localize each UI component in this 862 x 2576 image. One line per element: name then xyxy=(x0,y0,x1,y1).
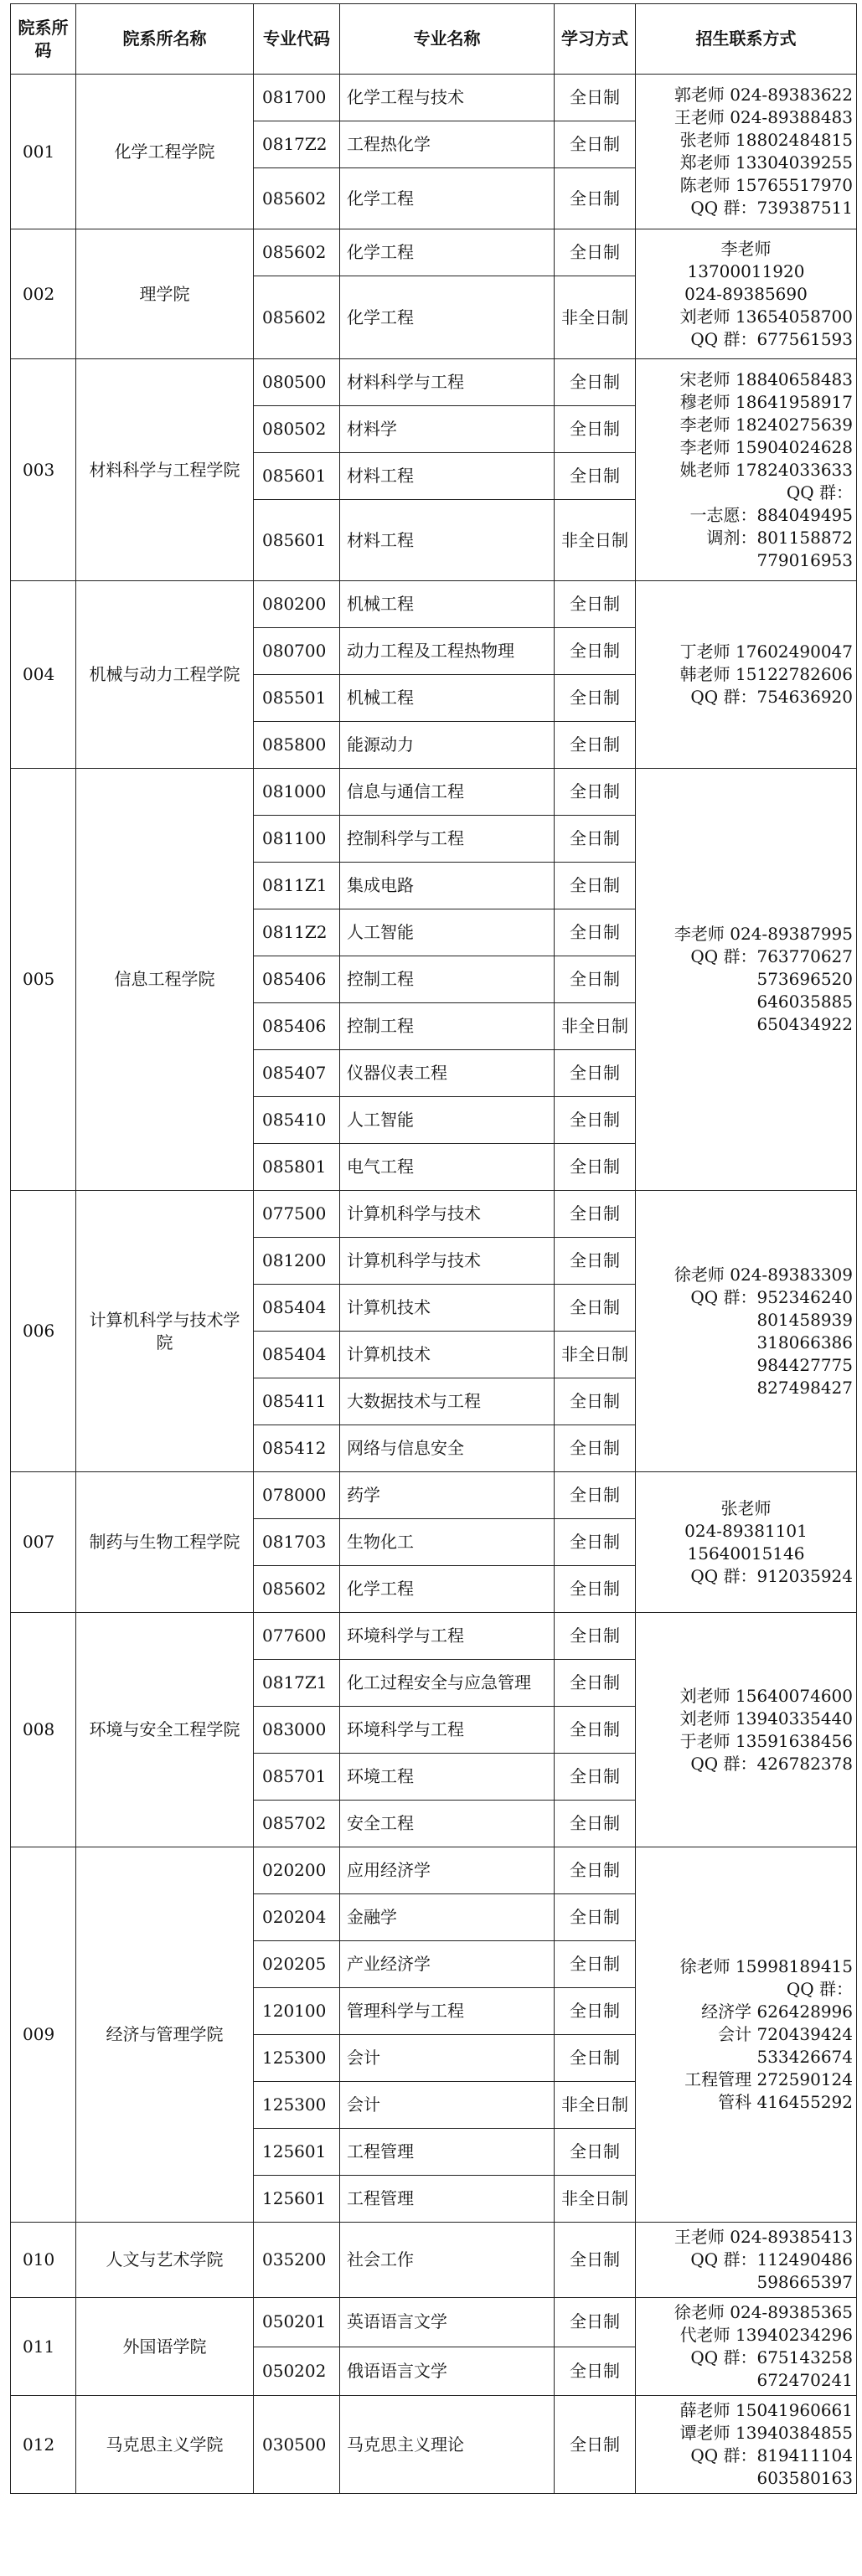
major-name: 产业经济学 xyxy=(340,1941,555,1988)
contact-line: 徐老师 15998189415 xyxy=(679,1956,853,1976)
major-name: 环境科学与工程 xyxy=(340,1613,555,1660)
major-name: 金融学 xyxy=(340,1894,555,1941)
dept-name: 机械与动力工程学院 xyxy=(76,581,254,769)
dept-name: 信息工程学院 xyxy=(76,769,254,1191)
study-mode: 全日制 xyxy=(555,1144,636,1191)
contact-line: QQ 群：952346240 xyxy=(690,1286,853,1307)
study-mode: 全日制 xyxy=(555,1707,636,1754)
contact-line: 024-89381101 xyxy=(684,1520,808,1541)
study-mode: 非全日制 xyxy=(555,276,636,359)
study-mode: 全日制 xyxy=(555,581,636,628)
contact-info xyxy=(636,581,857,769)
dept-name: 理学院 xyxy=(76,229,254,359)
major-code: 085410 xyxy=(254,1097,340,1144)
major-name: 化学工程 xyxy=(340,276,555,359)
major-name: 机械工程 xyxy=(340,675,555,722)
study-mode: 全日制 xyxy=(555,1566,636,1613)
study-mode: 全日制 xyxy=(555,1285,636,1332)
major-name: 英语语言文学 xyxy=(340,2298,555,2347)
contact-line: 984427775 xyxy=(756,1354,853,1375)
contact-line: 王老师 024-89388483 xyxy=(674,107,853,127)
contact-line: QQ 群：912035924 xyxy=(690,1565,853,1586)
contact-line: 024-89385690 xyxy=(684,283,808,304)
header-study-mode: 学习方式 xyxy=(555,4,636,75)
table-row xyxy=(11,1613,857,1660)
study-mode: 全日制 xyxy=(555,75,636,121)
dept-name: 计算机科学与技术学院 xyxy=(76,1191,254,1472)
major-name: 安全工程 xyxy=(340,1801,555,1847)
major-code: 050201 xyxy=(254,2298,340,2347)
table-row xyxy=(11,1191,857,1238)
major-code: 078000 xyxy=(254,1472,340,1519)
major-code: 085412 xyxy=(254,1425,340,1472)
major-name: 环境科学与工程 xyxy=(340,1707,555,1754)
major-code: 085602 xyxy=(254,229,340,276)
dept-code: 002 xyxy=(11,229,76,359)
contact-info xyxy=(636,769,857,1191)
major-code: 050202 xyxy=(254,2347,340,2396)
major-code: 085601 xyxy=(254,500,340,581)
contact-line: 陈老师 15765517970 xyxy=(679,175,853,195)
contact-line: 827498427 xyxy=(756,1377,853,1398)
table-row xyxy=(11,75,857,121)
major-name: 大数据技术与工程 xyxy=(340,1378,555,1425)
study-mode: 非全日制 xyxy=(555,1003,636,1050)
study-mode: 全日制 xyxy=(555,628,636,675)
major-name: 信息与通信工程 xyxy=(340,769,555,816)
study-mode: 全日制 xyxy=(555,863,636,909)
contact-line: 会计 720439424 xyxy=(718,2024,853,2044)
study-mode: 全日制 xyxy=(555,2129,636,2176)
major-name: 化学工程与技术 xyxy=(340,75,555,121)
major-code: 035200 xyxy=(254,2223,340,2298)
dept-name: 外国语学院 xyxy=(76,2298,254,2396)
major-name: 集成电路 xyxy=(340,863,555,909)
major-name: 动力工程及工程热物理 xyxy=(340,628,555,675)
major-name: 会计 xyxy=(340,2082,555,2129)
header-major-code: 专业代码 xyxy=(254,4,340,75)
contact-line: 646035885 xyxy=(756,992,853,1012)
study-mode: 全日制 xyxy=(555,2223,636,2298)
dept-name: 化学工程学院 xyxy=(76,75,254,229)
table-row xyxy=(11,2396,857,2494)
major-code: 077500 xyxy=(254,1191,340,1238)
major-code: 085501 xyxy=(254,675,340,722)
contact-line: 13700011920 xyxy=(687,260,805,281)
contact-line: 张老师 xyxy=(720,1497,772,1518)
major-code: 085406 xyxy=(254,1003,340,1050)
table-header-row xyxy=(11,4,857,75)
study-mode: 全日制 xyxy=(555,1378,636,1425)
major-name: 网络与信息安全 xyxy=(340,1425,555,1472)
major-code: 0817Z2 xyxy=(254,121,340,168)
dept-code: 009 xyxy=(11,1847,76,2223)
contact-line: 调剂：801158872 xyxy=(706,527,853,548)
major-name: 材料科学与工程 xyxy=(340,359,555,406)
major-code: 085701 xyxy=(254,1754,340,1801)
contact-line: 于老师 13591638456 xyxy=(679,1730,853,1751)
contact-line: QQ 群：426782378 xyxy=(690,1753,853,1774)
major-code: 085602 xyxy=(254,276,340,359)
dept-code: 010 xyxy=(11,2223,76,2298)
major-code: 085800 xyxy=(254,722,340,769)
contact-line: QQ 群：754636920 xyxy=(690,687,853,707)
table-row xyxy=(11,229,857,276)
contact-info xyxy=(636,1847,857,2223)
major-code: 125601 xyxy=(254,2129,340,2176)
major-code: 020200 xyxy=(254,1847,340,1894)
major-code: 080200 xyxy=(254,581,340,628)
major-name: 化学工程 xyxy=(340,229,555,276)
table-row xyxy=(11,2298,857,2347)
major-name: 电气工程 xyxy=(340,1144,555,1191)
header-contact: 招生联系方式 xyxy=(636,4,857,75)
dept-code: 006 xyxy=(11,1191,76,1472)
table-row xyxy=(11,581,857,628)
major-code: 080700 xyxy=(254,628,340,675)
study-mode: 非全日制 xyxy=(555,1332,636,1378)
contact-line: 经济学 626428996 xyxy=(701,2002,853,2022)
contact-line: 李老师 xyxy=(720,238,772,259)
study-mode: 全日制 xyxy=(555,229,636,276)
major-code: 085801 xyxy=(254,1144,340,1191)
study-mode: 全日制 xyxy=(555,816,636,863)
study-mode: 全日制 xyxy=(555,1894,636,1941)
contact-line: 穆老师 18641958917 xyxy=(679,391,853,412)
study-mode: 全日制 xyxy=(555,1801,636,1847)
contact-line: 李老师 15904024628 xyxy=(679,436,853,457)
major-name: 化学工程 xyxy=(340,1566,555,1613)
contact-line: 张老师 18802484815 xyxy=(679,130,853,150)
major-name: 环境工程 xyxy=(340,1754,555,1801)
study-mode: 全日制 xyxy=(555,1660,636,1707)
contact-line: QQ 群：739387511 xyxy=(690,198,853,218)
admissions-table-container xyxy=(10,3,857,2494)
major-code: 085404 xyxy=(254,1332,340,1378)
major-code: 077600 xyxy=(254,1613,340,1660)
study-mode: 非全日制 xyxy=(555,2176,636,2223)
contact-line: QQ 群：819411104 xyxy=(690,2445,853,2465)
study-mode: 非全日制 xyxy=(555,500,636,581)
major-code: 085601 xyxy=(254,453,340,500)
major-code: 085602 xyxy=(254,168,340,229)
contact-line: 779016953 xyxy=(756,549,853,570)
contact-line: 603580163 xyxy=(756,2468,853,2488)
contact-line: QQ 群：677561593 xyxy=(690,328,853,349)
contact-line: 代老师 13940234296 xyxy=(679,2325,853,2345)
major-code: 125300 xyxy=(254,2082,340,2129)
dept-name: 人文与艺术学院 xyxy=(76,2223,254,2298)
study-mode: 全日制 xyxy=(555,359,636,406)
study-mode: 全日制 xyxy=(555,453,636,500)
major-code: 081703 xyxy=(254,1519,340,1566)
major-code: 125601 xyxy=(254,2176,340,2223)
contact-line: QQ 群： xyxy=(786,1979,853,1999)
major-code: 085404 xyxy=(254,1285,340,1332)
study-mode: 全日制 xyxy=(555,675,636,722)
contact-line: 王老师 024-89385413 xyxy=(674,2227,853,2247)
study-mode: 全日制 xyxy=(555,2396,636,2494)
study-mode: 全日制 xyxy=(555,2347,636,2396)
major-name: 仪器仪表工程 xyxy=(340,1050,555,1097)
contact-line: 598665397 xyxy=(756,2272,853,2292)
major-code: 085407 xyxy=(254,1050,340,1097)
study-mode: 全日制 xyxy=(555,1238,636,1285)
major-name: 材料工程 xyxy=(340,500,555,581)
contact-line: 薛老师 15041960661 xyxy=(679,2400,853,2420)
contact-line: 宋老师 18840658483 xyxy=(679,368,853,389)
major-name: 社会工作 xyxy=(340,2223,555,2298)
contact-line: 刘老师 13654058700 xyxy=(679,306,853,327)
study-mode: 全日制 xyxy=(555,1941,636,1988)
dept-code: 005 xyxy=(11,769,76,1191)
table-row xyxy=(11,1472,857,1519)
study-mode: 全日制 xyxy=(555,722,636,769)
contact-line: 一志愿：884049495 xyxy=(689,504,853,525)
table-row xyxy=(11,1847,857,1894)
major-code: 030500 xyxy=(254,2396,340,2494)
study-mode: 全日制 xyxy=(555,1472,636,1519)
table-row xyxy=(11,359,857,406)
study-mode: 全日制 xyxy=(555,1988,636,2035)
contact-line: 533426674 xyxy=(756,2047,853,2067)
major-name: 人工智能 xyxy=(340,909,555,956)
major-name: 应用经济学 xyxy=(340,1847,555,1894)
study-mode: 非全日制 xyxy=(555,2082,636,2129)
study-mode: 全日制 xyxy=(555,121,636,168)
dept-name: 马克思主义学院 xyxy=(76,2396,254,2494)
major-name: 化学工程 xyxy=(340,168,555,229)
major-name: 马克思主义理论 xyxy=(340,2396,555,2494)
major-code: 081100 xyxy=(254,816,340,863)
contact-line: 573696520 xyxy=(756,969,853,989)
contact-line: 工程管理 272590124 xyxy=(684,2069,853,2089)
major-name: 化工过程安全与应急管理 xyxy=(340,1660,555,1707)
contact-line: QQ 群：112490486 xyxy=(690,2249,853,2269)
contact-line: 谭老师 13940384855 xyxy=(679,2423,853,2443)
contact-line: 刘老师 13940335440 xyxy=(679,1708,853,1728)
study-mode: 全日制 xyxy=(555,406,636,453)
major-name: 工程管理 xyxy=(340,2129,555,2176)
study-mode: 全日制 xyxy=(555,1050,636,1097)
contact-line: 姚老师 17824033633 xyxy=(679,459,853,480)
dept-name: 材料科学与工程学院 xyxy=(76,359,254,581)
contact-line: 郑老师 13304039255 xyxy=(679,152,853,173)
major-name: 计算机科学与技术 xyxy=(340,1191,555,1238)
table-row xyxy=(11,2223,857,2298)
study-mode: 全日制 xyxy=(555,1613,636,1660)
contact-line: 李老师 024-89387995 xyxy=(674,924,853,944)
contact-info xyxy=(636,2298,857,2396)
major-code: 125300 xyxy=(254,2035,340,2082)
major-name: 工程热化学 xyxy=(340,121,555,168)
major-name: 控制工程 xyxy=(340,956,555,1003)
major-name: 药学 xyxy=(340,1472,555,1519)
header-dept-name: 院系所名称 xyxy=(76,4,254,75)
dept-code: 004 xyxy=(11,581,76,769)
major-name: 生物化工 xyxy=(340,1519,555,1566)
contact-info xyxy=(636,2223,857,2298)
study-mode: 全日制 xyxy=(555,1847,636,1894)
major-code: 0811Z1 xyxy=(254,863,340,909)
contact-line: 刘老师 15640074600 xyxy=(679,1685,853,1706)
contact-info xyxy=(636,1613,857,1847)
major-code: 083000 xyxy=(254,1707,340,1754)
study-mode: 全日制 xyxy=(555,2298,636,2347)
dept-name: 制药与生物工程学院 xyxy=(76,1472,254,1613)
major-code: 085411 xyxy=(254,1378,340,1425)
major-name: 计算机科学与技术 xyxy=(340,1238,555,1285)
header-dept-code: 院系所码 xyxy=(11,4,76,75)
contact-line: 徐老师 024-89385365 xyxy=(674,2302,853,2322)
major-code: 120100 xyxy=(254,1988,340,2035)
contact-line: 801458939 xyxy=(756,1309,853,1330)
study-mode: 全日制 xyxy=(555,2035,636,2082)
major-code: 020204 xyxy=(254,1894,340,1941)
table-row xyxy=(11,769,857,816)
contact-line: 韩老师 15122782606 xyxy=(679,664,853,684)
contact-line: QQ 群：763770627 xyxy=(690,946,853,966)
dept-code: 001 xyxy=(11,75,76,229)
major-code: 080502 xyxy=(254,406,340,453)
contact-line: 郭老师 024-89383622 xyxy=(674,85,853,105)
contact-info xyxy=(636,1191,857,1472)
major-code: 085406 xyxy=(254,956,340,1003)
study-mode: 全日制 xyxy=(555,909,636,956)
major-name: 计算机技术 xyxy=(340,1285,555,1332)
major-name: 材料工程 xyxy=(340,453,555,500)
contact-info xyxy=(636,229,857,359)
study-mode: 全日制 xyxy=(555,1191,636,1238)
major-name: 管理科学与工程 xyxy=(340,1988,555,2035)
admissions-contact-table xyxy=(10,3,857,2494)
dept-code: 008 xyxy=(11,1613,76,1847)
major-name: 俄语语言文学 xyxy=(340,2347,555,2396)
contact-info xyxy=(636,1472,857,1613)
major-name: 材料学 xyxy=(340,406,555,453)
major-code: 020205 xyxy=(254,1941,340,1988)
contact-info xyxy=(636,75,857,229)
major-code: 081000 xyxy=(254,769,340,816)
contact-line: 管科 416455292 xyxy=(718,2092,853,2112)
study-mode: 全日制 xyxy=(555,1754,636,1801)
contact-line: 318066386 xyxy=(756,1332,853,1352)
major-name: 能源动力 xyxy=(340,722,555,769)
major-code: 085602 xyxy=(254,1566,340,1613)
major-name: 工程管理 xyxy=(340,2176,555,2223)
study-mode: 全日制 xyxy=(555,769,636,816)
dept-name: 环境与安全工程学院 xyxy=(76,1613,254,1847)
major-name: 控制工程 xyxy=(340,1003,555,1050)
major-name: 人工智能 xyxy=(340,1097,555,1144)
major-name: 会计 xyxy=(340,2035,555,2082)
study-mode: 全日制 xyxy=(555,956,636,1003)
contact-line: 李老师 18240275639 xyxy=(679,414,853,435)
major-code: 0817Z1 xyxy=(254,1660,340,1707)
contact-info xyxy=(636,359,857,581)
study-mode: 全日制 xyxy=(555,168,636,229)
major-code: 085702 xyxy=(254,1801,340,1847)
contact-line: 650434922 xyxy=(756,1014,853,1034)
study-mode: 全日制 xyxy=(555,1519,636,1566)
dept-name: 经济与管理学院 xyxy=(76,1847,254,2223)
major-name: 控制科学与工程 xyxy=(340,816,555,863)
major-code: 0811Z2 xyxy=(254,909,340,956)
dept-code: 012 xyxy=(11,2396,76,2494)
study-mode: 全日制 xyxy=(555,1097,636,1144)
major-code: 081200 xyxy=(254,1238,340,1285)
header-major-name: 专业名称 xyxy=(340,4,555,75)
contact-line: 672470241 xyxy=(756,2370,853,2390)
major-name: 计算机技术 xyxy=(340,1332,555,1378)
contact-line: QQ 群： xyxy=(786,482,853,502)
major-code: 080500 xyxy=(254,359,340,406)
contact-info xyxy=(636,2396,857,2494)
study-mode: 全日制 xyxy=(555,1425,636,1472)
contact-line: 徐老师 024-89383309 xyxy=(674,1264,853,1285)
contact-line: 丁老师 17602490047 xyxy=(679,641,853,662)
dept-code: 003 xyxy=(11,359,76,581)
major-code: 081700 xyxy=(254,75,340,121)
dept-code: 007 xyxy=(11,1472,76,1613)
contact-line: 15640015146 xyxy=(687,1543,805,1564)
contact-line: QQ 群：675143258 xyxy=(690,2347,853,2367)
major-name: 机械工程 xyxy=(340,581,555,628)
dept-code: 011 xyxy=(11,2298,76,2396)
